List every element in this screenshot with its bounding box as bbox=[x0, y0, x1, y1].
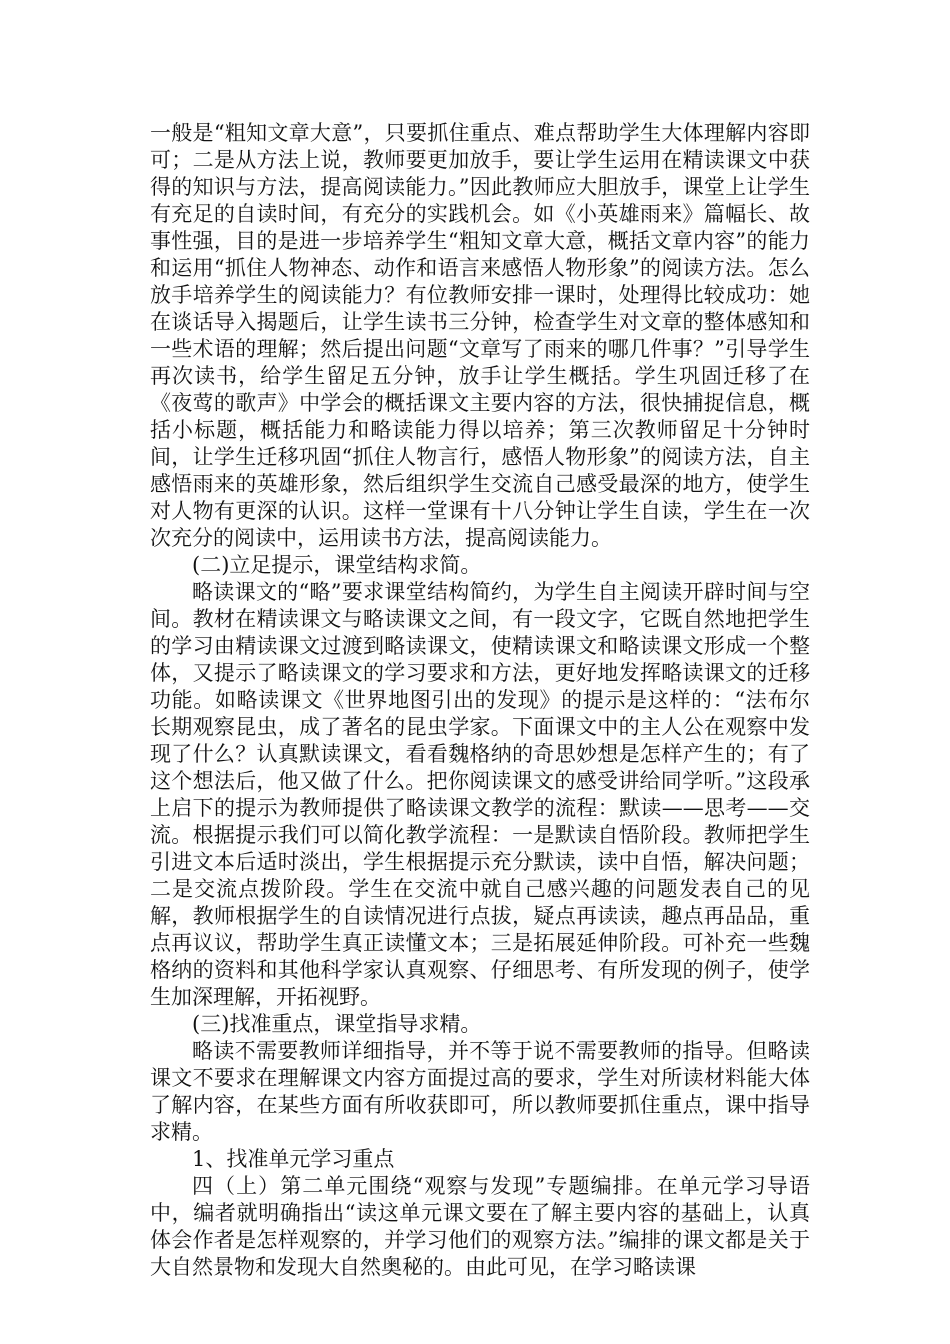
body-paragraph-2: 略读课文的“略”要求课堂结构简约，为学生自主阅读开辟时间与空间。教材在精读课文与略读课文之间，有一段文字，它既自然地把学生的学习由精读课文过渡到略读课文，使精读课文和略读课文形成一个整体，又提示了略读课文的学习要求和方法，更好地发挥略读课文的迁移功能。如略读课文《世界地图引出的发现》的提示是这样的：“法布尔长期观察昆虫，成了著名的昆虫学家。下面课文中的主人公在观察中发现了什么？认真默读课文，看看魏格纳的奇思妙想是怎样产生的；有了这个想法后，他又做了什么。把你阅读课文的感受讲给同学听。”这段承上启下的提示为教师提供了略读课文教学的流程：默读——思考——交流。根据提示我们可以简化教学流程：一是默读自悟阶段。教师把学生引进文本后适时淡出，学生根据提示充分默读，读中自悟，解决问题；二是交流点拨阶段。学生在交流中就自己感兴趣的问题发表自己的见解，教师根据学生的自读情况进行点拔，疑点再读读，趣点再品品，重点再议议，帮助学生真正读懂文本；三是拓展延伸阶段。可补充一些魏格纳的资料和其他科学家认真观察、仔细思考、有所发现的例子，使学生加深理解，开拓视野。 bbox=[150, 580, 810, 1009]
section-heading-2: (二)立足提示，课堂结构求简。 bbox=[192, 553, 482, 577]
section-heading-3: (三)找准重点，课堂指导求精。 bbox=[192, 1012, 482, 1036]
subsection-heading-1: 1、找准单元学习重点 bbox=[192, 1147, 395, 1171]
body-paragraph-4: 四（上）第二单元围绕“观察与发现”专题编排。在单元学习导语中，编者就明确指出“读这单元课文要在了解主要内容的基础上，认真体会作者是怎样观察的，并学习他们的观察方法。”编排的课文都是关于大自然景物和发现大自然奥秘的。由此可见，在学习略读课 bbox=[150, 1174, 810, 1279]
body-paragraph-3: 略读不需要教师详细指导，并不等于说不需要教师的指导。但略读课文不要求在理解课文内容方面提过高的要求，学生对所读材料能大体了解内容，在某些方面有所收获即可，所以教师要抓住重点，课中指导求精。 bbox=[150, 1039, 810, 1144]
document-page bbox=[150, 120, 810, 1281]
body-paragraph-1: 一般是“粗知文章大意”，只要抓住重点、难点帮助学生大体理解内容即可；二是从方法上说，教师要更加放手，要让学生运用在精读课文中获得的知识与方法，提高阅读能力。”因此教师应大胆放手，课堂上让学生有充足的自读时间，有充分的实践机会。如《小英雄雨来》篇幅长、故事性强，目的是进一步培养学生“粗知文章大意，概括文章内容”的能力和运用“抓住人物神态、动作和语言来感悟人物形象”的阅读方法。怎么放手培养学生的阅读能力？有位教师安排一课时，处理得比较成功：她在谈话导入揭题后，让学生读书三分钟，检查学生对文章的整体感知和一些术语的理解；然后提出问题“文章写了雨来的哪几件事？”引导学生再次读书，给学生留足五分钟，放手让学生概括。学生巩固迁移了在《夜莺的歌声》中学会的概括课文主要内容的方法，很快捕捉信息，概括小标题，概括能力和略读能力得以培养；第三次教师留足十分钟时间，让学生迁移巩固“抓住人物言行，感悟人物形象”的阅读方法，自主感悟雨来的英雄形象，然后组织学生交流自己感受最深的地方，使学生对人物有更深的认识。这样一堂课有十八分钟让学生自读，学生在一次次充分的阅读中，运用读书方法，提高阅读能力。 bbox=[150, 121, 810, 550]
